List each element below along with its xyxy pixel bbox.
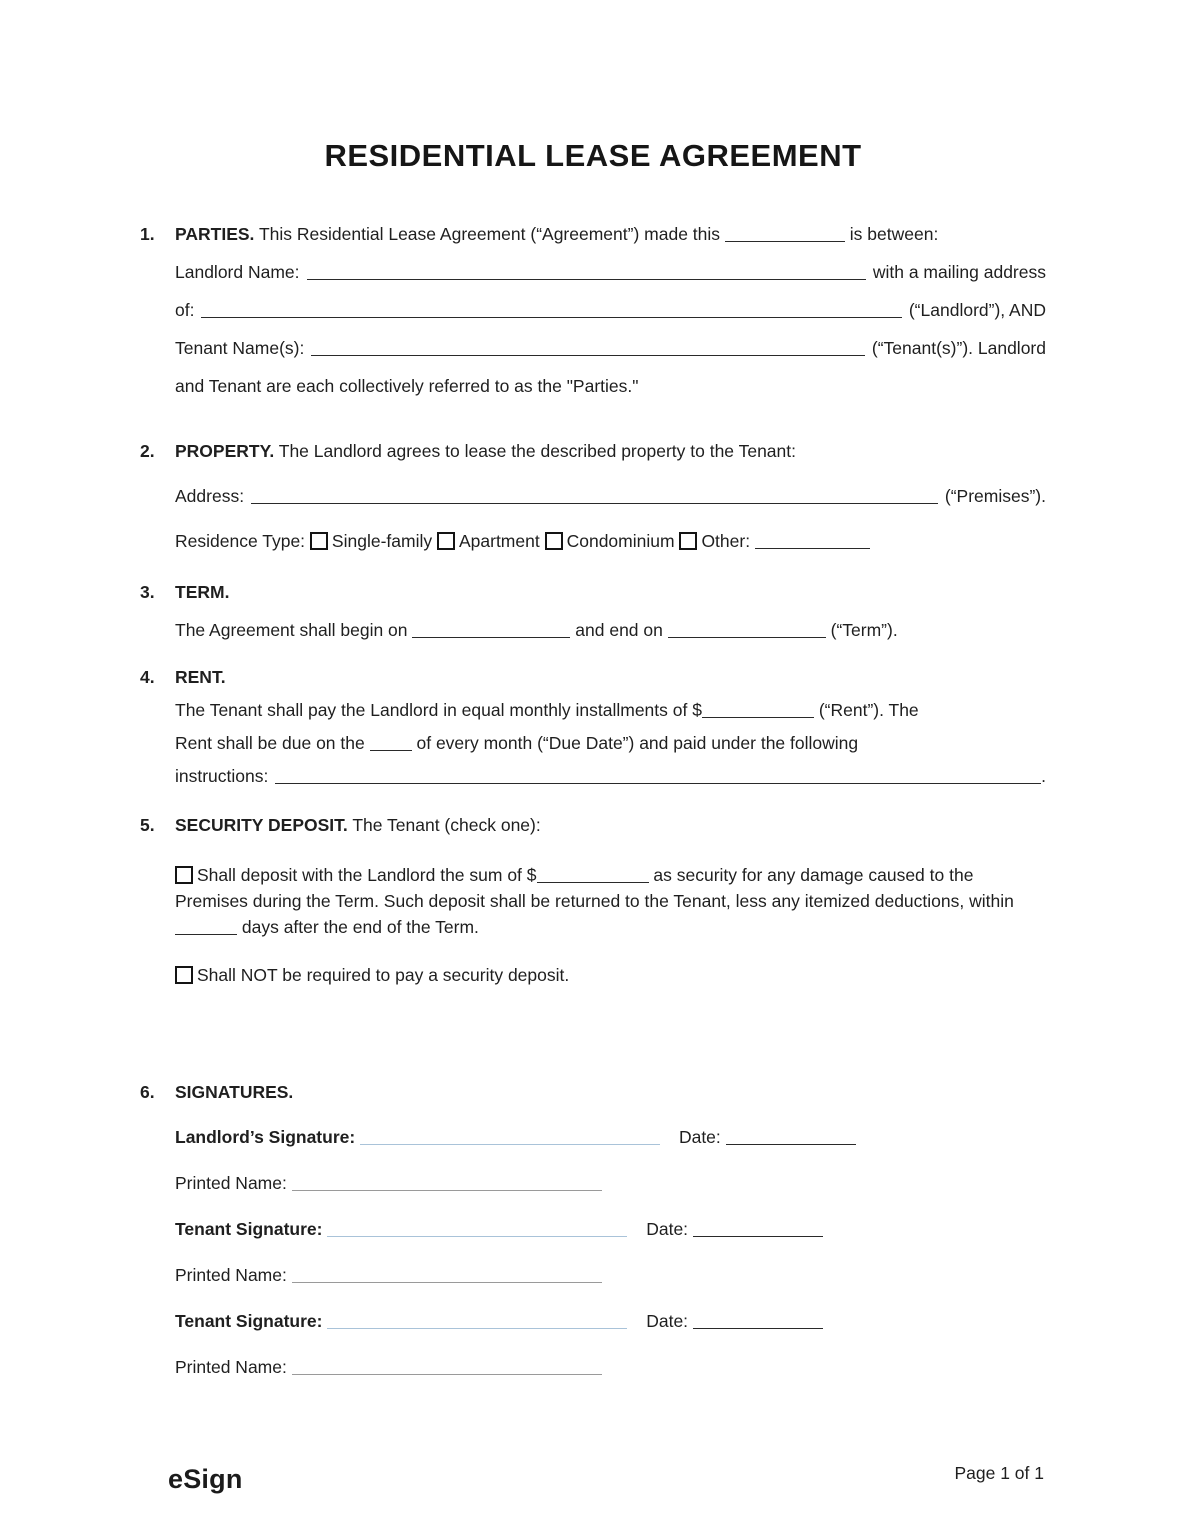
- section-parties: [140, 222, 1046, 399]
- blank-tenant1-sign-date[interactable]: [693, 1223, 823, 1237]
- parties-closing-text: and Tenant are each collectively referred to as the "Parties.": [175, 376, 639, 396]
- section-term-heading: TERM.: [175, 582, 230, 602]
- tenant-names-suffix: (“Tenant(s)”). Landlord: [871, 338, 1046, 358]
- section-parties-number: 1.: [140, 224, 155, 244]
- property-heading-line: [175, 439, 1046, 464]
- checkbox-single-family[interactable]: [310, 532, 328, 550]
- section-parties-heading: PARTIES.: [175, 224, 255, 244]
- blank-payment-instructions[interactable]: [275, 770, 1041, 784]
- blank-landlord-printed-name[interactable]: [292, 1177, 602, 1191]
- tenant2-signature-label: Tenant Signature:: [175, 1311, 323, 1331]
- section-signatures-heading: SIGNATURES.: [175, 1082, 294, 1102]
- tenant2-printed-name-row: [175, 1355, 1046, 1380]
- rent-amount-line: [175, 698, 1046, 723]
- rent-amount-text: The Tenant shall pay the Landlord in equal monthly installments of $: [175, 700, 702, 720]
- landlord-address-line: [175, 298, 1046, 323]
- section-property: [140, 439, 1046, 554]
- blank-landlord-signature[interactable]: [360, 1131, 660, 1145]
- blank-tenant1-signature[interactable]: [327, 1223, 627, 1237]
- section-security-deposit-heading: SECURITY DEPOSIT.: [175, 815, 348, 835]
- security-deposit-heading-line: [175, 813, 1046, 838]
- blank-tenant-names[interactable]: [311, 342, 865, 356]
- property-address-line: [175, 484, 1046, 509]
- blank-term-end-date[interactable]: [668, 624, 826, 638]
- esign-logo: eSign: [168, 1464, 243, 1494]
- landlord-signature-row: [175, 1125, 1046, 1150]
- signatures-heading-line: [175, 1080, 1046, 1105]
- blank-rent-amount[interactable]: [702, 704, 814, 718]
- tenant1-signature-row: [175, 1217, 1046, 1242]
- term-body-line: [175, 618, 1046, 643]
- tenant1-date-label: Date:: [646, 1219, 689, 1239]
- landlord-signature-label: Landlord’s Signature:: [175, 1127, 356, 1147]
- rent-instructions-line: [175, 764, 1046, 789]
- rent-due-text: Rent shall be due on the: [175, 733, 365, 753]
- section-security-deposit-number: 5.: [140, 815, 155, 835]
- parties-intro-tail: is between:: [849, 224, 939, 244]
- residence-type-label: Residence Type:: [175, 531, 306, 551]
- rent-due-line: [175, 731, 1046, 756]
- section-rent-number: 4.: [140, 667, 155, 687]
- blank-landlord-address[interactable]: [201, 304, 901, 318]
- checkbox-no-deposit[interactable]: [175, 966, 193, 984]
- residence-option-condominium: Condominium: [566, 531, 675, 551]
- landlord-name-line: [175, 260, 1046, 285]
- document-title: RESIDENTIAL LEASE AGREEMENT: [324, 138, 862, 173]
- landlord-address-label: of:: [175, 300, 195, 320]
- blank-landlord-name[interactable]: [307, 266, 866, 280]
- residence-option-other: Other:: [701, 531, 751, 551]
- blank-term-start-date[interactable]: [412, 624, 570, 638]
- rent-amount-tail: (“Rent”). The: [818, 700, 919, 720]
- rent-heading-line: [175, 665, 1046, 690]
- checkbox-deposit-required[interactable]: [175, 866, 193, 884]
- section-rent: [140, 665, 1046, 789]
- security-deposit-intro: The Tenant (check one):: [352, 815, 541, 835]
- checkbox-apartment[interactable]: [437, 532, 455, 550]
- residence-option-single-family: Single-family: [331, 531, 433, 551]
- landlord-name-label: Landlord Name:: [175, 262, 300, 282]
- parties-closing-line: [175, 374, 1046, 399]
- section-property-heading: PROPERTY.: [175, 441, 275, 461]
- property-address-label: Address:: [175, 486, 245, 506]
- deposit-required-text-3: days after the end of the Term.: [241, 917, 479, 937]
- deposit-required-text-2: as security for any damage caused to the Premises during the Term. Such deposit shall be returned to the Tenant, less any itemized deductions, within: [175, 865, 1014, 911]
- tenant1-signature-label: Tenant Signature:: [175, 1219, 323, 1239]
- blank-deposit-amount[interactable]: [537, 869, 649, 883]
- parties-intro-text: This Residential Lease Agreement (“Agreement”) made this: [258, 224, 721, 244]
- blank-tenant2-signature[interactable]: [327, 1315, 627, 1329]
- deposit-required-paragraph: [175, 862, 1046, 940]
- section-rent-heading: RENT.: [175, 667, 226, 687]
- rent-instructions-label: instructions:: [175, 766, 269, 786]
- blank-deposit-return-days[interactable]: [175, 921, 237, 935]
- term-end-text: and end on: [575, 620, 663, 640]
- section-term: [140, 580, 1046, 643]
- blank-tenant1-printed-name[interactable]: [292, 1269, 602, 1283]
- tenant-names-label: Tenant Name(s):: [175, 338, 305, 358]
- section-signatures: [140, 1080, 1046, 1380]
- tenant2-date-label: Date:: [646, 1311, 689, 1331]
- term-heading-line: [175, 580, 1046, 605]
- section-security-deposit: [140, 813, 1046, 988]
- landlord-address-suffix: (“Landlord”), AND: [908, 300, 1046, 320]
- residence-option-apartment: Apartment: [458, 531, 540, 551]
- blank-rent-due-day[interactable]: [370, 737, 412, 751]
- tenant2-printed-name-label: Printed Name:: [175, 1357, 287, 1377]
- blank-premises-address[interactable]: [251, 490, 938, 504]
- landlord-printed-name-label: Printed Name:: [175, 1173, 287, 1193]
- property-intro-text: The Landlord agrees to lease the described property to the Tenant:: [278, 441, 796, 461]
- landlord-date-label: Date:: [678, 1127, 721, 1147]
- tenant2-signature-row: [175, 1309, 1046, 1334]
- residence-type-line: [175, 529, 1046, 554]
- rent-due-tail: of every month (“Due Date”) and paid under the following: [416, 733, 859, 753]
- section-property-number: 2.: [140, 441, 155, 461]
- landlord-printed-name-row: [175, 1171, 1046, 1196]
- blank-agreement-date[interactable]: [725, 228, 845, 242]
- page-number-label: Page 1 of 1: [954, 1463, 1044, 1483]
- tenant1-printed-name-label: Printed Name:: [175, 1265, 287, 1285]
- rent-instructions-period: .: [1041, 766, 1046, 786]
- no-deposit-text: Shall NOT be required to pay a security deposit.: [197, 965, 570, 985]
- deposit-required-text-1: Shall deposit with the Landlord the sum of $: [197, 865, 537, 885]
- blank-tenant2-sign-date[interactable]: [693, 1315, 823, 1329]
- tenant1-printed-name-row: [175, 1263, 1046, 1288]
- checkbox-condominium[interactable]: [545, 532, 563, 550]
- term-begin-text: The Agreement shall begin on: [175, 620, 408, 640]
- property-address-suffix: (“Premises”).: [944, 486, 1046, 506]
- section-term-number: 3.: [140, 582, 155, 602]
- parties-intro-line: [175, 222, 1046, 247]
- landlord-name-suffix: with a mailing address: [872, 262, 1046, 282]
- checkbox-other[interactable]: [679, 532, 697, 550]
- tenant-names-line: [175, 336, 1046, 361]
- blank-tenant2-printed-name[interactable]: [292, 1361, 602, 1375]
- section-signatures-number: 6.: [140, 1082, 155, 1102]
- term-suffix: (“Term”).: [830, 620, 898, 640]
- blank-residence-other[interactable]: [755, 535, 870, 549]
- no-deposit-paragraph: [175, 962, 1046, 988]
- blank-landlord-sign-date[interactable]: [726, 1131, 856, 1145]
